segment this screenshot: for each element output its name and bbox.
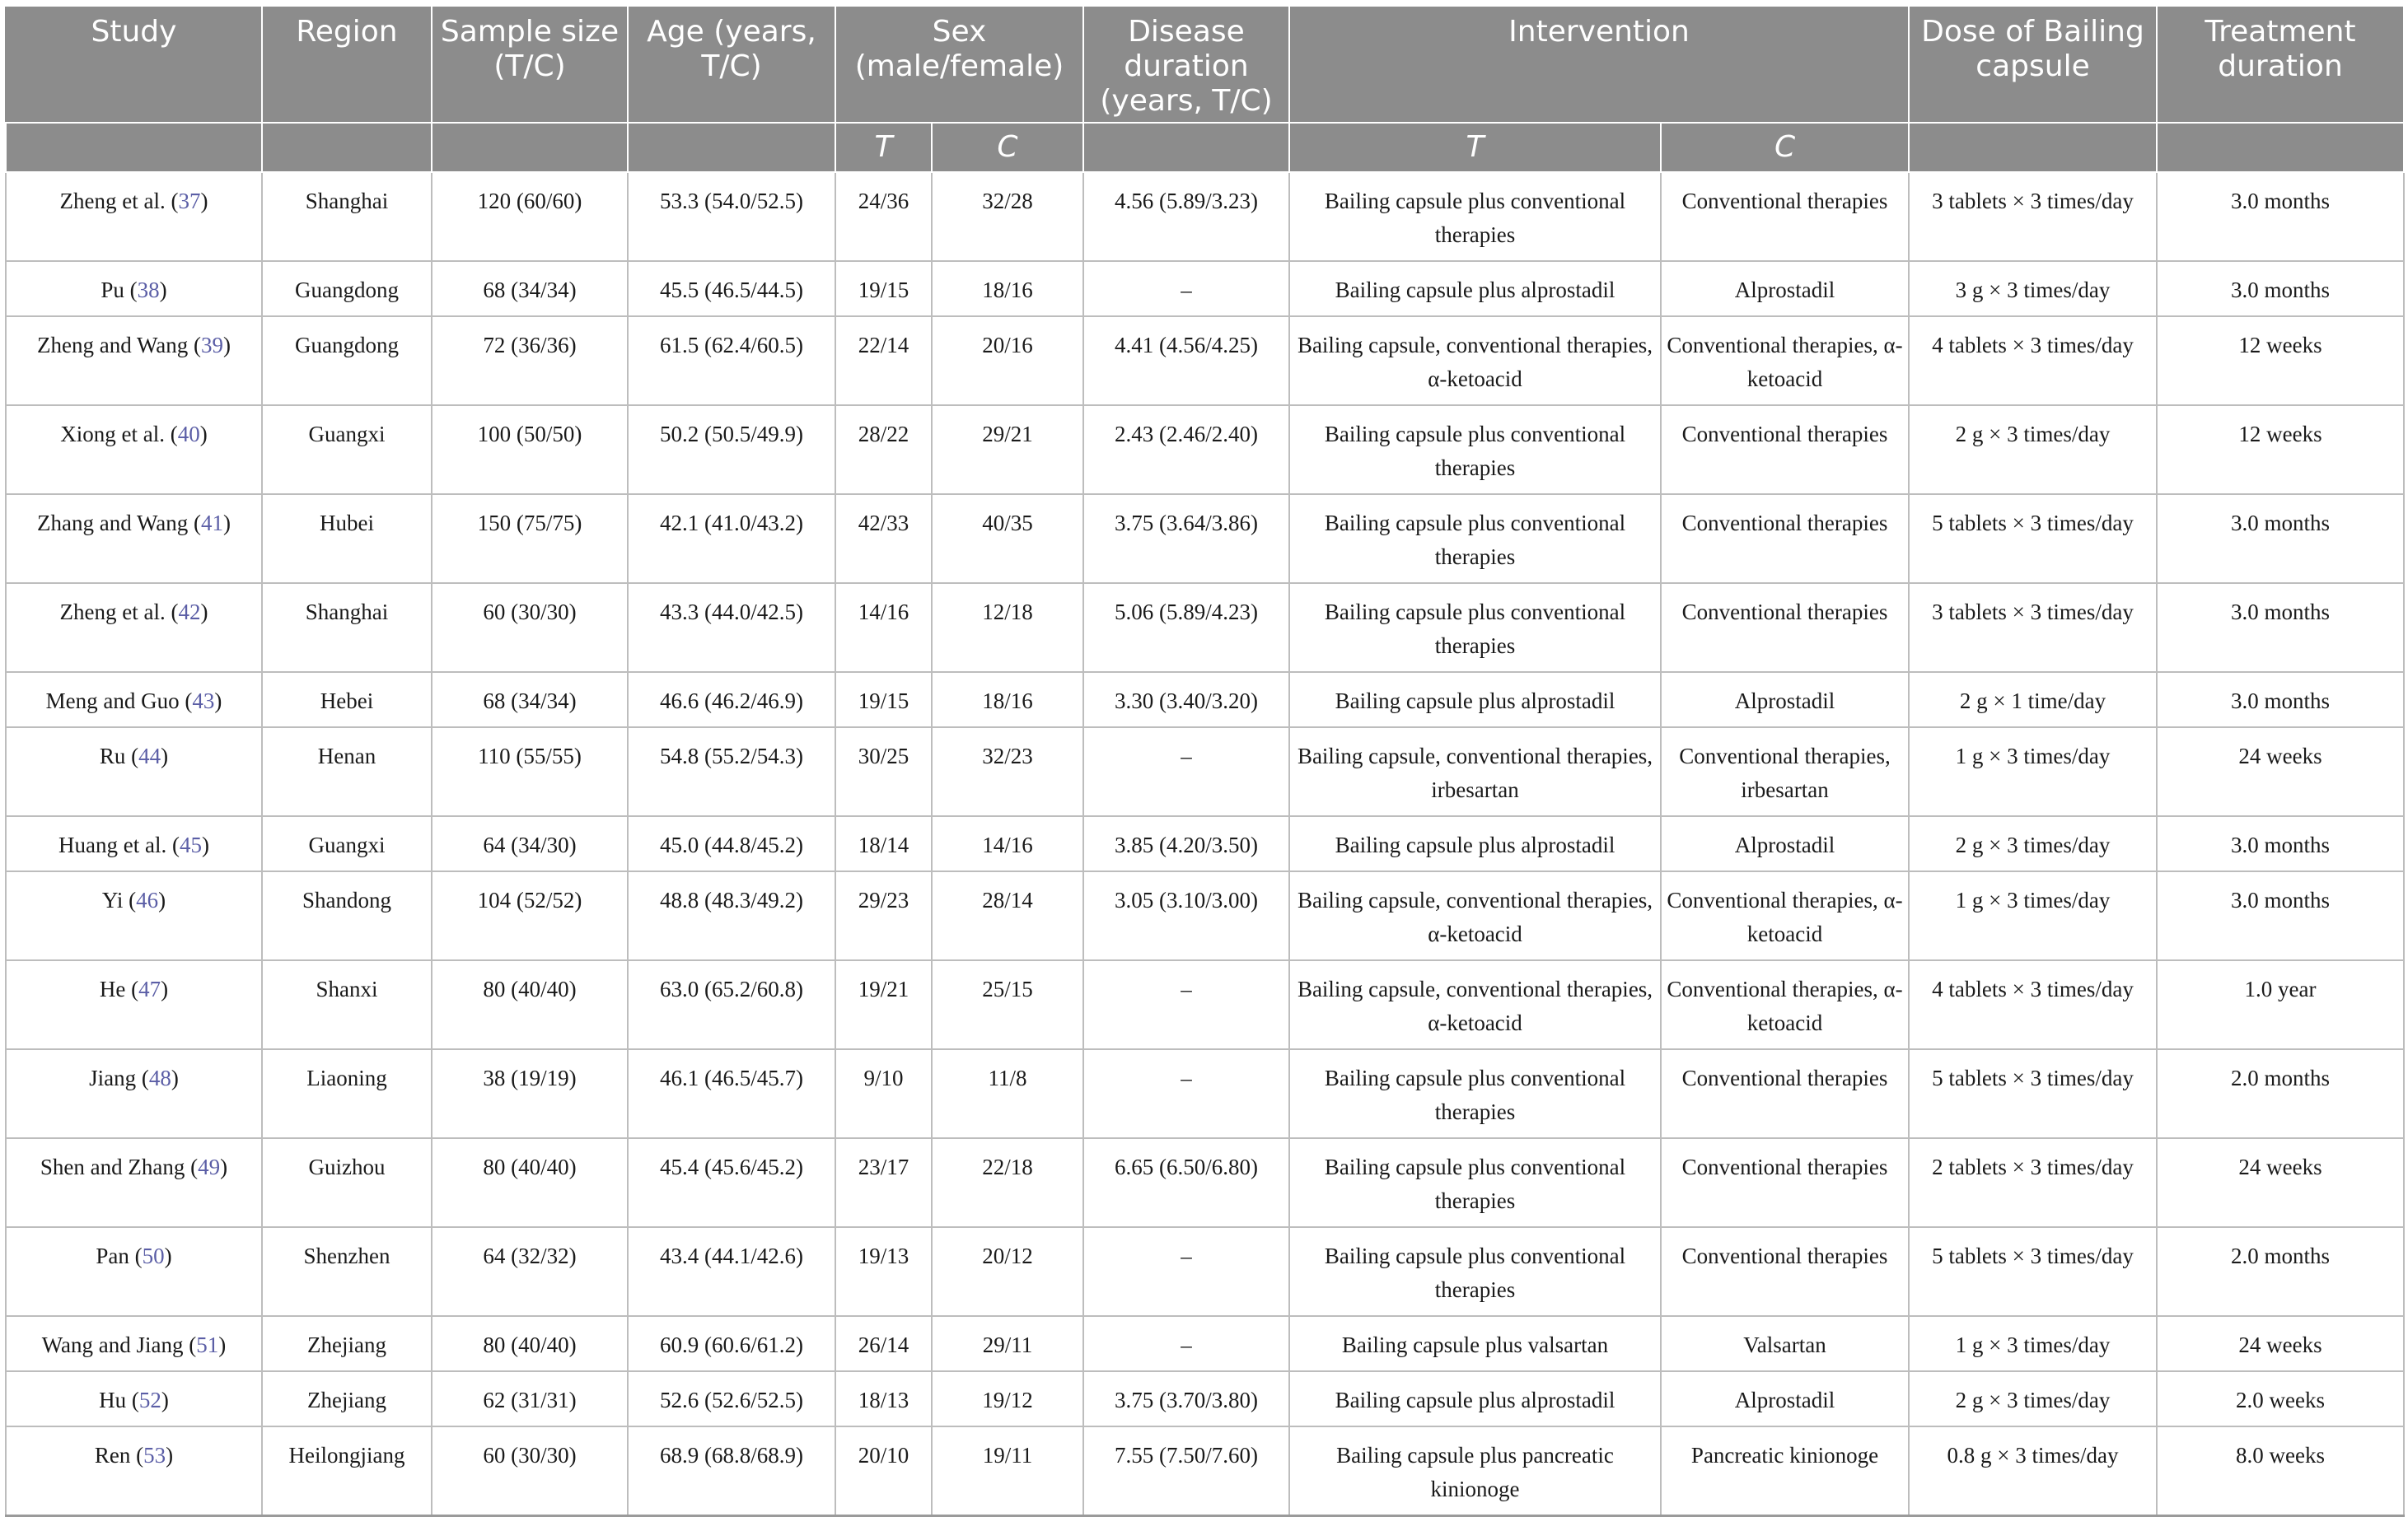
cell-study bbox=[6, 494, 262, 583]
cell-dose: 4 tablets × 3 times/day bbox=[1909, 316, 2157, 405]
header-treatment-duration: Treatment duration bbox=[2157, 6, 2404, 123]
subheader-blank bbox=[1083, 123, 1289, 172]
cell-sample-size: 150 (75/75) bbox=[432, 494, 628, 583]
table-row bbox=[6, 871, 2404, 960]
cell-sex-t: 24/36 bbox=[835, 172, 932, 261]
reference-close-paren: ) bbox=[200, 189, 208, 213]
cell-intervention-c: Conventional therapies bbox=[1661, 1049, 1909, 1138]
reference-link[interactable]: 41 bbox=[201, 511, 224, 535]
reference-link[interactable]: 48 bbox=[148, 1066, 171, 1090]
cell-intervention-t: Bailing capsule plus valsartan bbox=[1289, 1316, 1661, 1371]
cell-age: 43.3 (44.0/42.5) bbox=[628, 583, 835, 672]
cell-sex-c: 22/18 bbox=[932, 1138, 1083, 1227]
study-author: Zheng et al. ( bbox=[59, 600, 179, 624]
cell-dose: 2 g × 1 time/day bbox=[1909, 672, 2157, 727]
cell-intervention-t: Bailing capsule plus conventional therapies bbox=[1289, 494, 1661, 583]
table-row bbox=[6, 1049, 2404, 1138]
table-row bbox=[6, 672, 2404, 727]
cell-sample-size: 60 (30/30) bbox=[432, 1426, 628, 1516]
cell-dose: 0.8 g × 3 times/day bbox=[1909, 1426, 2157, 1516]
study-characteristics-table-container bbox=[5, 5, 2403, 1517]
cell-treatment-duration: 2.0 months bbox=[2157, 1049, 2404, 1138]
cell-intervention-t: Bailing capsule plus alprostadil bbox=[1289, 261, 1661, 316]
cell-sample-size: 68 (34/34) bbox=[432, 672, 628, 727]
study-author: Jiang ( bbox=[89, 1066, 149, 1090]
cell-sample-size: 110 (55/55) bbox=[432, 727, 628, 816]
study-characteristics-table bbox=[5, 5, 2405, 1517]
cell-dose: 2 tablets × 3 times/day bbox=[1909, 1138, 2157, 1227]
cell-treatment-duration: 12 weeks bbox=[2157, 316, 2404, 405]
cell-region: Shanxi bbox=[262, 960, 432, 1049]
cell-treatment-duration: 3.0 months bbox=[2157, 261, 2404, 316]
cell-region: Guizhou bbox=[262, 1138, 432, 1227]
cell-treatment-duration: 8.0 weeks bbox=[2157, 1426, 2404, 1516]
cell-treatment-duration: 24 weeks bbox=[2157, 727, 2404, 816]
cell-intervention-c: Conventional therapies, α-ketoacid bbox=[1661, 960, 1909, 1049]
table-row bbox=[6, 172, 2404, 261]
cell-intervention-c: Conventional therapies, α-ketoacid bbox=[1661, 871, 1909, 960]
cell-disease-duration: 4.56 (5.89/3.23) bbox=[1083, 172, 1289, 261]
cell-sex-c: 20/12 bbox=[932, 1227, 1083, 1316]
cell-intervention-c: Conventional therapies, irbesartan bbox=[1661, 727, 1909, 816]
cell-intervention-t: Bailing capsule plus alprostadil bbox=[1289, 672, 1661, 727]
cell-disease-duration: – bbox=[1083, 261, 1289, 316]
study-author: Huang et al. ( bbox=[58, 833, 180, 857]
table-row bbox=[6, 261, 2404, 316]
cell-sample-size: 100 (50/50) bbox=[432, 405, 628, 494]
cell-disease-duration: 3.75 (3.64/3.86) bbox=[1083, 494, 1289, 583]
cell-sex-t: 19/15 bbox=[835, 672, 932, 727]
study-author: Pu ( bbox=[101, 278, 138, 302]
cell-intervention-t: Bailing capsule plus conventional therapies bbox=[1289, 1227, 1661, 1316]
reference-close-paren: ) bbox=[220, 1155, 228, 1179]
cell-age: 50.2 (50.5/49.9) bbox=[628, 405, 835, 494]
cell-sample-size: 80 (40/40) bbox=[432, 960, 628, 1049]
cell-sex-c: 20/16 bbox=[932, 316, 1083, 405]
cell-study bbox=[6, 672, 262, 727]
reference-close-paren: ) bbox=[214, 688, 222, 713]
cell-intervention-t: Bailing capsule plus conventional therapies bbox=[1289, 1049, 1661, 1138]
cell-sex-t: 19/21 bbox=[835, 960, 932, 1049]
subheader-blank bbox=[262, 123, 432, 172]
reference-close-paren: ) bbox=[223, 511, 231, 535]
header-study: Study bbox=[6, 6, 262, 123]
table-row bbox=[6, 960, 2404, 1049]
cell-region: Shenzhen bbox=[262, 1227, 432, 1316]
study-author: Ru ( bbox=[99, 744, 139, 768]
reference-link[interactable]: 45 bbox=[179, 833, 202, 857]
cell-age: 45.0 (44.8/45.2) bbox=[628, 816, 835, 871]
study-author: Zhang and Wang ( bbox=[36, 511, 202, 535]
header-dose: Dose of Bailing capsule bbox=[1909, 6, 2157, 123]
cell-region: Shanghai bbox=[262, 583, 432, 672]
cell-disease-duration: 3.75 (3.70/3.80) bbox=[1083, 1371, 1289, 1426]
cell-dose: 2 g × 3 times/day bbox=[1909, 816, 2157, 871]
table-row bbox=[6, 316, 2404, 405]
cell-dose: 1 g × 3 times/day bbox=[1909, 1316, 2157, 1371]
cell-treatment-duration: 24 weeks bbox=[2157, 1138, 2404, 1227]
cell-intervention-c: Alprostadil bbox=[1661, 672, 1909, 727]
cell-study bbox=[6, 583, 262, 672]
cell-sex-t: 23/17 bbox=[835, 1138, 932, 1227]
reference-close-paren: ) bbox=[218, 1333, 227, 1357]
cell-region: Zhejiang bbox=[262, 1316, 432, 1371]
cell-intervention-t: Bailing capsule plus alprostadil bbox=[1289, 1371, 1661, 1426]
cell-intervention-t: Bailing capsule plus conventional therapies bbox=[1289, 583, 1661, 672]
study-author: He ( bbox=[99, 977, 139, 1001]
cell-sample-size: 38 (19/19) bbox=[432, 1049, 628, 1138]
reference-close-paren: ) bbox=[164, 1244, 172, 1268]
cell-age: 46.6 (46.2/46.9) bbox=[628, 672, 835, 727]
cell-sex-t: 18/14 bbox=[835, 816, 932, 871]
cell-disease-duration: – bbox=[1083, 1227, 1289, 1316]
header-region: Region bbox=[262, 6, 432, 123]
subheader-row bbox=[6, 123, 2404, 172]
cell-sex-c: 40/35 bbox=[932, 494, 1083, 583]
reference-link[interactable]: 46 bbox=[136, 888, 159, 913]
header-intervention: Intervention bbox=[1289, 6, 1909, 123]
cell-sex-c: 11/8 bbox=[932, 1049, 1083, 1138]
header-sex: Sex (male/female) bbox=[835, 6, 1083, 123]
cell-disease-duration: – bbox=[1083, 1316, 1289, 1371]
cell-intervention-t: Bailing capsule plus conventional therapies bbox=[1289, 405, 1661, 494]
cell-age: 43.4 (44.1/42.6) bbox=[628, 1227, 835, 1316]
cell-treatment-duration: 1.0 year bbox=[2157, 960, 2404, 1049]
cell-sex-t: 19/13 bbox=[835, 1227, 932, 1316]
cell-region: Guangxi bbox=[262, 816, 432, 871]
cell-age: 63.0 (65.2/60.8) bbox=[628, 960, 835, 1049]
subheader-blank bbox=[432, 123, 628, 172]
table-body bbox=[6, 172, 2404, 1516]
cell-age: 53.3 (54.0/52.5) bbox=[628, 172, 835, 261]
cell-sex-t: 18/13 bbox=[835, 1371, 932, 1426]
cell-age: 54.8 (55.2/54.3) bbox=[628, 727, 835, 816]
table-row bbox=[6, 1371, 2404, 1426]
cell-sample-size: 72 (36/36) bbox=[432, 316, 628, 405]
cell-sex-t: 30/25 bbox=[835, 727, 932, 816]
study-author: Ren ( bbox=[94, 1443, 144, 1468]
study-author: Xiong et al. ( bbox=[60, 422, 178, 446]
cell-dose: 5 tablets × 3 times/day bbox=[1909, 1227, 2157, 1316]
cell-intervention-t: Bailing capsule, conventional therapies, α-ketoacid bbox=[1289, 960, 1661, 1049]
cell-age: 48.8 (48.3/49.2) bbox=[628, 871, 835, 960]
reference-close-paren: ) bbox=[161, 977, 169, 1001]
cell-sample-size: 120 (60/60) bbox=[432, 172, 628, 261]
cell-study bbox=[6, 1049, 262, 1138]
reference-close-paren: ) bbox=[161, 1388, 169, 1412]
reference-link[interactable]: 49 bbox=[198, 1155, 221, 1179]
cell-intervention-c: Conventional therapies bbox=[1661, 172, 1909, 261]
cell-study bbox=[6, 960, 262, 1049]
reference-link[interactable]: 40 bbox=[177, 422, 200, 446]
cell-sex-c: 28/14 bbox=[932, 871, 1083, 960]
cell-region: Shanghai bbox=[262, 172, 432, 261]
cell-intervention-c: Conventional therapies bbox=[1661, 1138, 1909, 1227]
cell-dose: 1 g × 3 times/day bbox=[1909, 871, 2157, 960]
cell-dose: 5 tablets × 3 times/day bbox=[1909, 1049, 2157, 1138]
cell-age: 68.9 (68.8/68.9) bbox=[628, 1426, 835, 1516]
cell-age: 45.5 (46.5/44.5) bbox=[628, 261, 835, 316]
cell-sex-t: 26/14 bbox=[835, 1316, 932, 1371]
reference-close-paren: ) bbox=[199, 422, 208, 446]
subheader-intervention-t: T bbox=[1289, 123, 1661, 172]
cell-sex-c: 18/16 bbox=[932, 672, 1083, 727]
cell-sex-t: 19/15 bbox=[835, 261, 932, 316]
subheader-blank bbox=[2157, 123, 2404, 172]
cell-sample-size: 80 (40/40) bbox=[432, 1138, 628, 1227]
study-author: Zheng et al. ( bbox=[59, 189, 179, 213]
reference-link[interactable]: 42 bbox=[178, 600, 201, 624]
cell-intervention-t: Bailing capsule, conventional therapies, α-ketoacid bbox=[1289, 871, 1661, 960]
reference-link[interactable]: 38 bbox=[137, 278, 160, 302]
cell-treatment-duration: 3.0 months bbox=[2157, 672, 2404, 727]
cell-age: 61.5 (62.4/60.5) bbox=[628, 316, 835, 405]
cell-treatment-duration: 12 weeks bbox=[2157, 405, 2404, 494]
cell-treatment-duration: 3.0 months bbox=[2157, 494, 2404, 583]
subheader-blank bbox=[6, 123, 262, 172]
cell-intervention-c: Valsartan bbox=[1661, 1316, 1909, 1371]
cell-sex-c: 14/16 bbox=[932, 816, 1083, 871]
cell-intervention-c: Alprostadil bbox=[1661, 1371, 1909, 1426]
cell-dose: 1 g × 3 times/day bbox=[1909, 727, 2157, 816]
reference-link[interactable]: 43 bbox=[192, 688, 215, 713]
cell-study bbox=[6, 1426, 262, 1516]
cell-region: Guangxi bbox=[262, 405, 432, 494]
reference-close-paren: ) bbox=[171, 1066, 179, 1090]
study-author: Yi ( bbox=[101, 888, 137, 913]
cell-region: Guangdong bbox=[262, 316, 432, 405]
cell-dose: 4 tablets × 3 times/day bbox=[1909, 960, 2157, 1049]
cell-intervention-c: Conventional therapies bbox=[1661, 494, 1909, 583]
reference-link[interactable]: 53 bbox=[143, 1443, 166, 1468]
cell-sex-c: 29/21 bbox=[932, 405, 1083, 494]
reference-close-paren: ) bbox=[166, 1443, 174, 1468]
cell-intervention-t: Bailing capsule, conventional therapies, irbesartan bbox=[1289, 727, 1661, 816]
cell-study bbox=[6, 261, 262, 316]
study-author: Shen and Zhang ( bbox=[40, 1155, 199, 1179]
cell-dose: 5 tablets × 3 times/day bbox=[1909, 494, 2157, 583]
reference-link[interactable]: 44 bbox=[138, 744, 161, 768]
table-row bbox=[6, 1227, 2404, 1316]
subheader-sex-t: T bbox=[835, 123, 932, 172]
cell-age: 52.6 (52.6/52.5) bbox=[628, 1371, 835, 1426]
study-author: Pan ( bbox=[96, 1244, 143, 1268]
cell-intervention-c: Conventional therapies bbox=[1661, 405, 1909, 494]
reference-link[interactable]: 52 bbox=[138, 1388, 161, 1412]
cell-sex-c: 19/12 bbox=[932, 1371, 1083, 1426]
cell-study bbox=[6, 172, 262, 261]
cell-intervention-c: Pancreatic kinionoge bbox=[1661, 1426, 1909, 1516]
cell-sex-c: 32/28 bbox=[932, 172, 1083, 261]
cell-sample-size: 64 (32/32) bbox=[432, 1227, 628, 1316]
table-row bbox=[6, 405, 2404, 494]
reference-link[interactable]: 47 bbox=[138, 977, 161, 1001]
cell-dose: 3 g × 3 times/day bbox=[1909, 261, 2157, 316]
cell-region: Liaoning bbox=[262, 1049, 432, 1138]
reference-link[interactable]: 50 bbox=[142, 1244, 165, 1268]
cell-study bbox=[6, 405, 262, 494]
cell-sample-size: 64 (34/30) bbox=[432, 816, 628, 871]
cell-age: 60.9 (60.6/61.2) bbox=[628, 1316, 835, 1371]
table-row bbox=[6, 494, 2404, 583]
cell-disease-duration: 3.05 (3.10/3.00) bbox=[1083, 871, 1289, 960]
cell-treatment-duration: 3.0 months bbox=[2157, 583, 2404, 672]
cell-dose: 3 tablets × 3 times/day bbox=[1909, 172, 2157, 261]
cell-sex-c: 32/23 bbox=[932, 727, 1083, 816]
table-row bbox=[6, 1138, 2404, 1227]
cell-disease-duration: 7.55 (7.50/7.60) bbox=[1083, 1426, 1289, 1516]
cell-disease-duration: – bbox=[1083, 1049, 1289, 1138]
table-row bbox=[6, 727, 2404, 816]
cell-disease-duration: 6.65 (6.50/6.80) bbox=[1083, 1138, 1289, 1227]
cell-intervention-c: Conventional therapies bbox=[1661, 1227, 1909, 1316]
cell-region: Hubei bbox=[262, 494, 432, 583]
table-row bbox=[6, 1426, 2404, 1516]
study-author: Meng and Guo ( bbox=[45, 688, 193, 713]
reference-link[interactable]: 51 bbox=[196, 1333, 219, 1357]
cell-sex-t: 29/23 bbox=[835, 871, 932, 960]
reference-close-paren: ) bbox=[200, 600, 208, 624]
subheader-intervention-c: C bbox=[1661, 123, 1909, 172]
study-author: Zheng and Wang ( bbox=[36, 333, 202, 357]
cell-region: Hebei bbox=[262, 672, 432, 727]
cell-sample-size: 68 (34/34) bbox=[432, 261, 628, 316]
cell-dose: 2 g × 3 times/day bbox=[1909, 405, 2157, 494]
cell-sample-size: 62 (31/31) bbox=[432, 1371, 628, 1426]
cell-study bbox=[6, 1138, 262, 1227]
cell-sex-c: 25/15 bbox=[932, 960, 1083, 1049]
cell-sex-t: 22/14 bbox=[835, 316, 932, 405]
cell-study bbox=[6, 1227, 262, 1316]
cell-age: 42.1 (41.0/43.2) bbox=[628, 494, 835, 583]
table-row bbox=[6, 583, 2404, 672]
cell-region: Heilongjiang bbox=[262, 1426, 432, 1516]
cell-intervention-t: Bailing capsule plus conventional therapies bbox=[1289, 172, 1661, 261]
cell-disease-duration: 3.85 (4.20/3.50) bbox=[1083, 816, 1289, 871]
cell-treatment-duration: 24 weeks bbox=[2157, 1316, 2404, 1371]
reference-close-paren: ) bbox=[159, 278, 167, 302]
cell-dose: 3 tablets × 3 times/day bbox=[1909, 583, 2157, 672]
reference-close-paren: ) bbox=[223, 333, 231, 357]
cell-intervention-t: Bailing capsule plus alprostadil bbox=[1289, 816, 1661, 871]
subheader-blank bbox=[1909, 123, 2157, 172]
study-author: Wang and Jiang ( bbox=[41, 1333, 197, 1357]
reference-close-paren: ) bbox=[158, 888, 166, 913]
cell-treatment-duration: 2.0 months bbox=[2157, 1227, 2404, 1316]
cell-intervention-c: Conventional therapies bbox=[1661, 583, 1909, 672]
cell-disease-duration: – bbox=[1083, 960, 1289, 1049]
cell-study bbox=[6, 1316, 262, 1371]
cell-study bbox=[6, 816, 262, 871]
cell-disease-duration: – bbox=[1083, 727, 1289, 816]
header-disease-duration: Disease duration (years, T/C) bbox=[1083, 6, 1289, 123]
cell-sex-c: 29/11 bbox=[932, 1316, 1083, 1371]
cell-sex-c: 18/16 bbox=[932, 261, 1083, 316]
reference-link[interactable]: 37 bbox=[178, 189, 201, 213]
cell-disease-duration: 2.43 (2.46/2.40) bbox=[1083, 405, 1289, 494]
cell-disease-duration: 3.30 (3.40/3.20) bbox=[1083, 672, 1289, 727]
cell-age: 46.1 (46.5/45.7) bbox=[628, 1049, 835, 1138]
subheader-sex-c: C bbox=[932, 123, 1083, 172]
cell-sex-c: 19/11 bbox=[932, 1426, 1083, 1516]
cell-region: Zhejiang bbox=[262, 1371, 432, 1426]
cell-sex-t: 42/33 bbox=[835, 494, 932, 583]
reference-link[interactable]: 39 bbox=[201, 333, 224, 357]
header-row bbox=[6, 6, 2404, 123]
cell-intervention-t: Bailing capsule plus pancreatic kinionoge bbox=[1289, 1426, 1661, 1516]
cell-sex-c: 12/18 bbox=[932, 583, 1083, 672]
cell-sex-t: 20/10 bbox=[835, 1426, 932, 1516]
reference-close-paren: ) bbox=[161, 744, 169, 768]
cell-sample-size: 80 (40/40) bbox=[432, 1316, 628, 1371]
cell-region: Shandong bbox=[262, 871, 432, 960]
cell-intervention-c: Alprostadil bbox=[1661, 816, 1909, 871]
cell-treatment-duration: 3.0 months bbox=[2157, 871, 2404, 960]
study-author: Hu ( bbox=[99, 1388, 139, 1412]
cell-treatment-duration: 2.0 weeks bbox=[2157, 1371, 2404, 1426]
cell-sex-t: 28/22 bbox=[835, 405, 932, 494]
cell-age: 45.4 (45.6/45.2) bbox=[628, 1138, 835, 1227]
cell-study bbox=[6, 1371, 262, 1426]
cell-intervention-t: Bailing capsule, conventional therapies, α-ketoacid bbox=[1289, 316, 1661, 405]
cell-region: Guangdong bbox=[262, 261, 432, 316]
cell-sample-size: 104 (52/52) bbox=[432, 871, 628, 960]
cell-treatment-duration: 3.0 months bbox=[2157, 816, 2404, 871]
cell-sex-t: 9/10 bbox=[835, 1049, 932, 1138]
cell-study bbox=[6, 871, 262, 960]
header-age: Age (years, T/C) bbox=[628, 6, 835, 123]
table-row bbox=[6, 1316, 2404, 1371]
cell-disease-duration: 5.06 (5.89/4.23) bbox=[1083, 583, 1289, 672]
cell-sample-size: 60 (30/30) bbox=[432, 583, 628, 672]
cell-region: Henan bbox=[262, 727, 432, 816]
cell-intervention-c: Alprostadil bbox=[1661, 261, 1909, 316]
cell-disease-duration: 4.41 (4.56/4.25) bbox=[1083, 316, 1289, 405]
cell-sex-t: 14/16 bbox=[835, 583, 932, 672]
cell-treatment-duration: 3.0 months bbox=[2157, 172, 2404, 261]
reference-close-paren: ) bbox=[201, 833, 209, 857]
cell-study bbox=[6, 727, 262, 816]
header-sample-size: Sample size (T/C) bbox=[432, 6, 628, 123]
cell-dose: 2 g × 3 times/day bbox=[1909, 1371, 2157, 1426]
cell-study bbox=[6, 316, 262, 405]
cell-intervention-c: Conventional therapies, α-ketoacid bbox=[1661, 316, 1909, 405]
cell-intervention-t: Bailing capsule plus conventional therapies bbox=[1289, 1138, 1661, 1227]
subheader-blank bbox=[628, 123, 835, 172]
table-row bbox=[6, 816, 2404, 871]
